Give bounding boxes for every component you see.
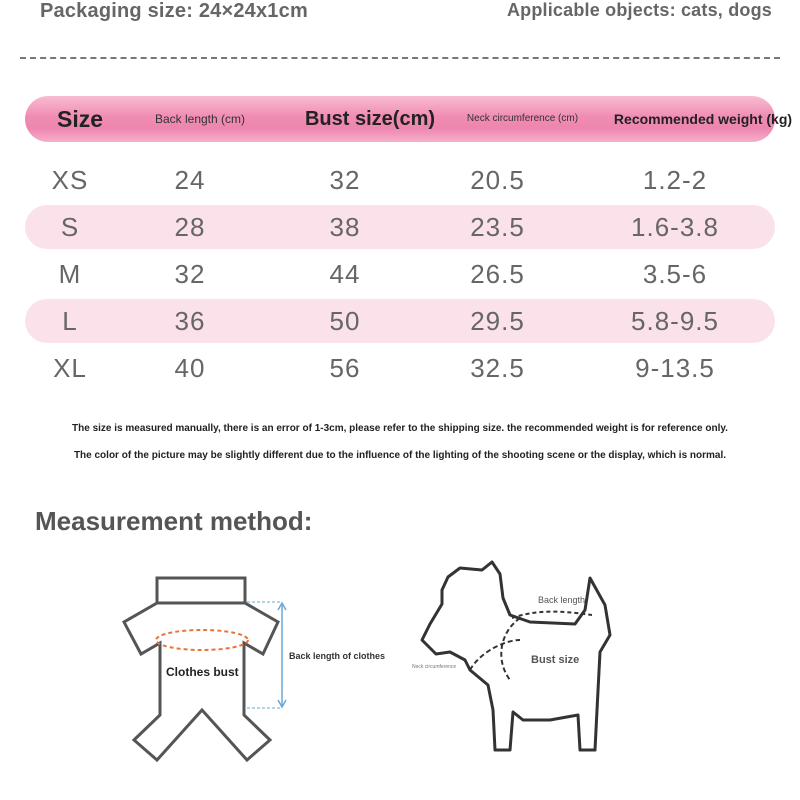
header-neck-circumference: Neck circumference (cm): [466, 113, 579, 124]
dog-bust-size-label: Bust size: [531, 654, 580, 666]
cell-size: L: [62, 306, 78, 336]
cell-size: M: [58, 259, 82, 289]
clothes-back-length-label: Back length of clothes: [289, 651, 386, 661]
cell-weight: 5.8-9.5: [631, 306, 719, 336]
cell-weight: 1.2-2: [642, 165, 708, 195]
packaging-size: Packaging size: 24×24x1cm: [40, 0, 308, 22]
cell-neck: 20.5: [470, 165, 525, 195]
table-row: [25, 299, 775, 343]
size-table-header: [25, 96, 793, 142]
measurement-note: The size is measured manually, there is an error of 1-3cm, please refer to the shipping size. the recommended weight is for reference only.: [72, 423, 728, 434]
cell-neck: 32.5: [470, 353, 525, 383]
header-recommended-weight: Recommended weight (kg): [613, 111, 793, 127]
applicable-objects: Applicable objects: cats, dogs: [506, 0, 772, 20]
cell-bust-size: 38: [329, 212, 361, 242]
cell-size: XL: [53, 353, 87, 383]
cell-back-length: 28: [174, 212, 206, 242]
cell-bust-size: 32: [329, 165, 361, 195]
header-size: Size: [56, 106, 104, 132]
header-bust-size: Bust size(cm): [304, 108, 436, 130]
cell-neck: 23.5: [470, 212, 525, 242]
cell-back-length: 24: [174, 165, 206, 195]
cell-weight: 1.6-3.8: [631, 212, 719, 242]
cell-bust-size: 56: [329, 353, 361, 383]
cell-weight: 9-13.5: [635, 353, 715, 383]
cell-weight: 3.5-6: [642, 259, 708, 289]
table-row: [25, 346, 775, 390]
dashed-divider: [20, 57, 780, 59]
cell-back-length: 36: [174, 306, 206, 336]
table-row: [25, 252, 775, 296]
color-note: The color of the picture may be slightly different due to the influence of the lighting of the shooting scene or the display, which is normal.: [73, 450, 727, 461]
dog-back-length-label: Back length: [538, 595, 586, 605]
dog-neck-label: Neck circumference: [412, 664, 457, 670]
table-row: [25, 158, 775, 202]
cell-back-length: 32: [174, 259, 206, 289]
cell-size: S: [60, 212, 80, 242]
cell-bust-size: 44: [329, 259, 361, 289]
cell-bust-size: 50: [329, 306, 361, 336]
cell-size: XS: [51, 165, 89, 195]
header-back-length: Back length (cm): [154, 112, 246, 126]
measurement-method-title: Measurement method:: [35, 506, 313, 536]
clothes-bust-label: Clothes bust: [163, 665, 242, 679]
cell-neck: 26.5: [470, 259, 525, 289]
dog-diagram-icon: [400, 560, 630, 765]
cell-back-length: 40: [174, 353, 206, 383]
cell-neck: 29.5: [470, 306, 525, 336]
table-row: [25, 205, 775, 249]
